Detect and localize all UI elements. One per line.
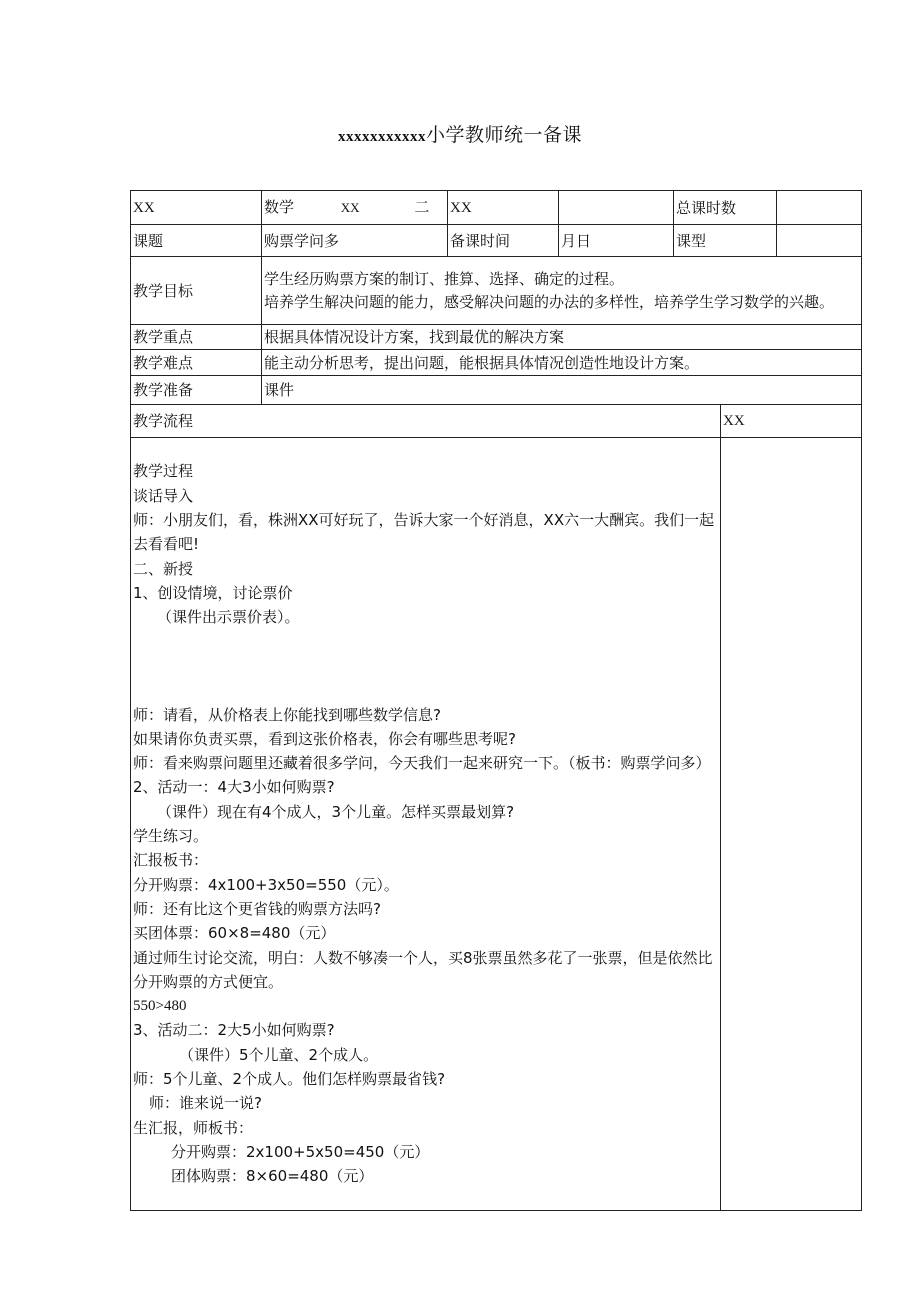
flow-side: XX <box>721 405 862 438</box>
goal-line: 培养学生解决问题的能力，感受解决问题的办法的多样性，培养学生学习数学的兴趣。 <box>264 292 835 311</box>
subject-cell <box>262 191 448 225</box>
process-content <box>131 438 721 1211</box>
process-line: 学生练习。 <box>133 827 209 846</box>
preparation-value: 课件 <box>262 376 862 405</box>
process-line: 550>480 <box>133 998 187 1015</box>
title-suffix: 小学教师统一备课 <box>425 124 582 146</box>
process-line: 教学过程 <box>133 462 194 481</box>
topic-value: 购票学问多 <box>262 225 448 257</box>
flow-row <box>131 405 862 438</box>
preparation-row <box>131 376 862 405</box>
process-line: 师：小朋友们，看，株洲XX可好玩了，告诉大家一个好消息，XX六一大酬宾。我们一起去看看吧! <box>133 511 715 554</box>
header-row <box>131 191 862 225</box>
total-hours-label: 总课时数 <box>674 191 777 225</box>
blank-cell <box>559 191 674 225</box>
image-placeholder <box>133 630 718 703</box>
process-side-column <box>721 438 862 1211</box>
page-title <box>0 120 920 147</box>
process-line: 汇报板书： <box>133 851 209 870</box>
key-points-row <box>131 325 862 350</box>
grade-value: XX <box>340 200 360 215</box>
goals-content <box>262 257 862 325</box>
process-line: （课件出示票价表）。 <box>157 608 300 627</box>
process-line: 2、活动一：4大3小如何购票? <box>133 778 335 797</box>
process-line: 师：还有比这个更省钱的购票方法吗? <box>133 899 381 918</box>
process-line: 分开购票：2x100+5x50=450（元） <box>171 1142 430 1161</box>
process-row <box>131 438 862 1211</box>
process-line: 分开购票：4x100+3x50=550（元）。 <box>133 875 399 894</box>
process-line: 二、新授 <box>133 559 194 578</box>
lesson-type-label: 课型 <box>674 225 777 257</box>
lesson-plan-table <box>130 190 862 1211</box>
goals-row <box>131 257 862 325</box>
topic-label: 课题 <box>131 225 262 257</box>
title-prefix: xxxxxxxxxxx <box>337 129 426 145</box>
process-line: 团体购票：8×60=480（元） <box>171 1167 374 1186</box>
grade-cell: XX <box>131 191 262 225</box>
total-hours-value <box>777 191 862 225</box>
process-line: 师：请看，从价格表上你能找到哪些数学信息? <box>133 705 441 724</box>
goals-label: 教学目标 <box>131 257 262 325</box>
process-line: （课件）现在有4个成人，3个儿童。怎样买票最划算? <box>157 802 515 821</box>
process-line: 师：5个儿童、2个成人。他们怎样购票最省钱? <box>133 1070 446 1089</box>
process-line: 谈话导入 <box>133 486 194 505</box>
subject-value: 数学 <box>264 198 295 216</box>
prep-time-value: 月日 <box>559 225 674 257</box>
process-line: （课件）5个儿童、2个成人。 <box>179 1045 379 1064</box>
process-line: 3、活动二：2大5小如何购票? <box>133 1021 335 1040</box>
topic-row <box>131 225 862 257</box>
prep-time-label: 备课时间 <box>448 225 559 257</box>
goal-line: 学生经历购票方案的制订、推算、选择、确定的过程。 <box>264 269 625 288</box>
process-line: 如果请你负责买票，看到这张价格表，你会有哪些思考呢? <box>133 729 516 748</box>
process-line: 1、创设情境，讨论票价 <box>133 583 293 602</box>
process-line: 生汇报，师板书： <box>133 1118 254 1137</box>
preparation-label: 教学准备 <box>131 376 262 405</box>
process-line: 买团体票：60×8=480（元） <box>133 924 336 943</box>
lesson-type-value <box>777 225 862 257</box>
process-line: 师：看来购票问题里还藏着很多学问，今天我们一起来研究一下。（板书：购票学问多） <box>133 754 711 773</box>
difficulties-label: 教学难点 <box>131 350 262 376</box>
flow-label: 教学流程 <box>131 405 721 438</box>
difficulties-value: 能主动分析思考，提出问题，能根据具体情况创造性地设计方案。 <box>262 350 862 376</box>
key-points-label: 教学重点 <box>131 325 262 350</box>
unit-cell: XX <box>448 191 559 225</box>
process-line: 师：谁来说一说? <box>149 1094 262 1113</box>
difficulties-row <box>131 350 862 376</box>
volume-value: 二 <box>414 198 430 216</box>
process-line: 通过师生讨论交流，明白：人数不够凑一个人，买8张票虽然多花了一张票，但是依然比分开购票的方式便宜。 <box>133 948 713 991</box>
key-points-value: 根据具体情况设计方案，找到最优的解决方案 <box>262 325 862 350</box>
